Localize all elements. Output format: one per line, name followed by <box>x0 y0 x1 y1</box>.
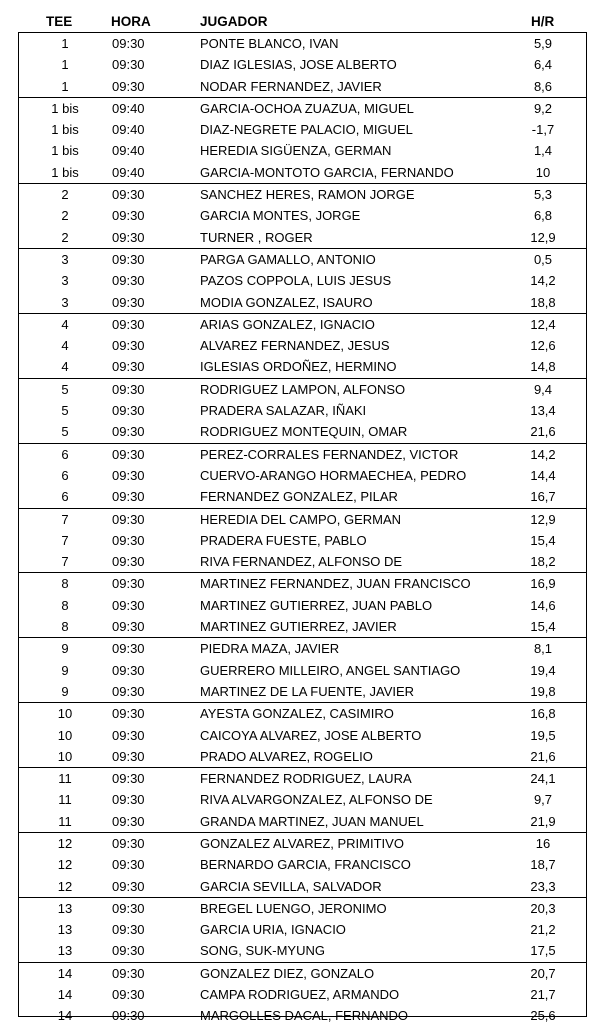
tee-group <box>19 183 586 248</box>
hr-cell: 9,4 <box>533 381 553 397</box>
jugador-cell: FERNANDEZ GONZALEZ, PILAR <box>200 489 398 505</box>
tee-group <box>19 443 586 508</box>
table-row <box>19 465 586 486</box>
tee-group <box>19 572 586 637</box>
table-row <box>19 76 586 97</box>
hora-cell: 09:30 <box>112 835 145 851</box>
tee-group <box>19 702 586 767</box>
hr-cell: 12,4 <box>530 316 556 332</box>
tee-group <box>19 767 586 832</box>
jugador-cell: PRADERA FUESTE, PABLO <box>200 532 367 548</box>
hr-cell: 8,6 <box>533 78 553 94</box>
hr-cell: 9,7 <box>533 792 553 808</box>
tee-cell: 2 <box>61 229 69 245</box>
jugador-cell: GONZALEZ ALVAREZ, PRIMITIVO <box>200 835 404 851</box>
hr-cell: 18,2 <box>530 554 556 570</box>
hora-cell: 09:30 <box>112 403 145 419</box>
hora-cell: 09:30 <box>112 576 145 592</box>
tee-cell: 9 <box>61 662 69 678</box>
hora-cell: 09:30 <box>112 619 145 635</box>
tee-cell: 10 <box>57 727 73 743</box>
tee-cell: 9 <box>61 683 69 699</box>
hr-cell: 16,7 <box>530 489 556 505</box>
hr-cell: 14,8 <box>530 359 556 375</box>
hr-cell: 17,5 <box>530 943 556 959</box>
tee-cell: 1 bis <box>51 100 79 116</box>
jugador-cell: PEREZ-CORRALES FERNANDEZ, VICTOR <box>200 446 459 462</box>
table-row <box>19 184 586 205</box>
hora-cell: 09:30 <box>112 813 145 829</box>
hora-cell: 09:30 <box>112 467 145 483</box>
tee-cell: 8 <box>61 619 69 635</box>
hr-cell: 12,9 <box>530 511 556 527</box>
hora-cell: 09:30 <box>112 727 145 743</box>
jugador-cell: PONTE BLANCO, IVAN <box>200 36 339 51</box>
hora-cell: 09:30 <box>112 338 145 354</box>
hr-cell: 25,6 <box>530 1008 556 1024</box>
jugador-cell: MARTINEZ GUTIERREZ, JAVIER <box>200 619 397 635</box>
table-row <box>19 833 586 854</box>
jugador-cell: GARCIA URIA, IGNACIO <box>200 922 346 938</box>
hr-cell: 20,7 <box>530 965 556 981</box>
hr-cell: 18,7 <box>530 857 556 873</box>
table-row <box>19 270 586 291</box>
table-row <box>19 486 586 507</box>
hr-cell: 8,1 <box>533 641 553 657</box>
jugador-cell: ALVAREZ FERNANDEZ, JESUS <box>200 338 390 354</box>
jugador-cell: TURNER , ROGER <box>200 229 313 245</box>
table-row <box>19 162 586 183</box>
jugador-cell: GUERRERO MILLEIRO, ANGEL SANTIAGO <box>200 662 461 678</box>
tee-group <box>19 248 586 313</box>
hora-cell: 09:30 <box>112 532 145 548</box>
hr-cell: -1,7 <box>531 122 555 138</box>
hora-cell: 09:40 <box>112 122 145 138</box>
tee-cell: 5 <box>61 424 69 440</box>
hora-cell: 09:30 <box>112 748 145 764</box>
tee-cell: 8 <box>61 597 69 613</box>
hora-cell: 09:30 <box>112 683 145 699</box>
jugador-cell: GRANDA MARTINEZ, JUAN MANUEL <box>200 813 424 829</box>
hora-cell: 09:30 <box>112 922 145 938</box>
hora-cell: 09:30 <box>112 597 145 613</box>
table-row <box>19 789 586 810</box>
hora-cell: 09:30 <box>112 424 145 440</box>
jugador-cell: GONZALEZ DIEZ, GONZALO <box>200 965 375 981</box>
hr-cell: 21,6 <box>530 748 556 764</box>
table-row <box>19 1005 586 1026</box>
hora-cell: 09:30 <box>112 208 145 224</box>
tee-cell: 14 <box>57 987 73 1003</box>
tee-group <box>19 508 586 573</box>
table-row <box>19 379 586 400</box>
table-row <box>19 940 586 961</box>
header-jugador: JUGADOR <box>200 14 268 29</box>
tee-group <box>19 97 586 183</box>
hora-cell: 09:30 <box>112 489 145 505</box>
hr-cell: 14,2 <box>530 446 556 462</box>
hr-cell: 24,1 <box>530 771 556 787</box>
jugador-cell: MARTINEZ FERNANDEZ, JUAN FRANCISCO <box>200 576 471 592</box>
jugador-cell: BREGEL LUENGO, JERONIMO <box>200 900 387 916</box>
tee-cell: 13 <box>57 900 73 916</box>
hr-cell: 21,9 <box>530 813 556 829</box>
hr-cell: 19,5 <box>530 727 556 743</box>
hora-cell: 09:30 <box>112 446 145 462</box>
hr-cell: 21,6 <box>530 424 556 440</box>
table-row <box>19 421 586 442</box>
hora-cell: 09:30 <box>112 662 145 678</box>
jugador-cell: CUERVO-ARANGO HORMAECHEA, PEDRO <box>200 467 467 483</box>
table-row <box>19 573 586 594</box>
tee-cell: 2 <box>61 208 69 224</box>
jugador-cell: PRADO ALVAREZ, ROGELIO <box>200 748 373 764</box>
tee-cell: 10 <box>57 748 73 764</box>
table-row <box>19 616 586 637</box>
hora-cell: 09:30 <box>112 987 145 1003</box>
hora-cell: 09:30 <box>112 965 145 981</box>
table-row <box>19 746 586 767</box>
tee-times-table <box>18 32 587 1024</box>
jugador-cell: RODRIGUEZ MONTEQUIN, OMAR <box>200 424 408 440</box>
hr-cell: 5,9 <box>533 36 553 51</box>
hr-cell: 12,6 <box>530 338 556 354</box>
table-row <box>19 205 586 226</box>
table-row <box>19 551 586 572</box>
table-row <box>19 400 586 421</box>
table-row <box>19 33 586 54</box>
hora-cell: 09:30 <box>112 251 145 267</box>
tee-group <box>19 378 586 443</box>
tee-cell: 4 <box>61 359 69 375</box>
hora-cell: 09:30 <box>112 554 145 570</box>
jugador-cell: HEREDIA SIGÜENZA, GERMAN <box>200 143 392 159</box>
tee-cell: 14 <box>57 965 73 981</box>
tee-cell: 11 <box>58 792 72 808</box>
tee-cell: 3 <box>61 294 69 310</box>
tee-group <box>19 962 586 1027</box>
table-row <box>19 963 586 984</box>
hr-cell: 14,6 <box>530 597 556 613</box>
tee-cell: 1 bis <box>51 122 79 138</box>
tee-cell: 9 <box>61 641 69 657</box>
jugador-cell: NODAR FERNANDEZ, JAVIER <box>200 78 382 94</box>
tee-cell: 12 <box>57 835 73 851</box>
tee-cell: 7 <box>61 532 69 548</box>
hr-cell: 23,3 <box>530 878 556 894</box>
tee-cell: 12 <box>57 857 73 873</box>
table-row <box>19 140 586 161</box>
table-row <box>19 595 586 616</box>
jugador-cell: MODIA GONZALEZ, ISAURO <box>200 294 373 310</box>
tee-cell: 1 <box>61 57 69 73</box>
jugador-cell: AYESTA GONZALEZ, CASIMIRO <box>200 706 394 722</box>
hr-cell: 21,2 <box>530 922 556 938</box>
table-row <box>19 703 586 724</box>
hora-cell: 09:30 <box>112 78 145 94</box>
table-row <box>19 509 586 530</box>
jugador-cell: MARTINEZ DE LA FUENTE, JAVIER <box>200 683 415 699</box>
tee-cell: 8 <box>61 576 69 592</box>
tee-cell: 2 <box>61 187 69 203</box>
hr-cell: 0,5 <box>533 251 553 267</box>
table-row <box>19 854 586 875</box>
hora-cell: 09:40 <box>112 164 145 180</box>
tee-cell: 11 <box>58 771 72 787</box>
hora-cell: 09:30 <box>112 294 145 310</box>
hr-cell: 19,4 <box>530 662 556 678</box>
hr-cell: 1,4 <box>533 143 553 159</box>
tee-group <box>19 313 586 378</box>
table-row <box>19 681 586 702</box>
hr-cell: 16,8 <box>530 706 556 722</box>
table-row <box>19 768 586 789</box>
hora-cell: 09:30 <box>112 511 145 527</box>
hora-cell: 09:30 <box>112 273 145 289</box>
hr-cell: 10 <box>535 164 551 180</box>
jugador-cell: RIVA FERNANDEZ, ALFONSO DE <box>200 554 403 570</box>
tee-cell: 5 <box>61 403 69 419</box>
table-row <box>19 725 586 746</box>
jugador-cell: GARCIA-MONTOTO GARCIA, FERNANDO <box>200 164 454 180</box>
hr-cell: 9,2 <box>533 100 553 116</box>
jugador-cell: BERNARDO GARCIA, FRANCISCO <box>200 857 411 873</box>
tee-cell: 5 <box>61 381 69 397</box>
jugador-cell: RODRIGUEZ LAMPON, ALFONSO <box>200 381 406 397</box>
hora-cell: 09:30 <box>112 187 145 203</box>
jugador-cell: ARIAS GONZALEZ, IGNACIO <box>200 316 375 332</box>
tee-cell: 6 <box>61 489 69 505</box>
jugador-cell: RIVA ALVARGONZALEZ, ALFONSO DE <box>200 792 433 808</box>
table-row <box>19 919 586 940</box>
hora-cell: 09:30 <box>112 57 145 73</box>
header-hora: HORA <box>111 14 151 29</box>
jugador-cell: FERNANDEZ RODRIGUEZ, LAURA <box>200 771 412 787</box>
table-row <box>19 530 586 551</box>
jugador-cell: PAZOS COPPOLA, LUIS JESUS <box>200 273 392 289</box>
hr-cell: 20,3 <box>530 900 556 916</box>
table-row <box>19 984 586 1005</box>
hora-cell: 09:30 <box>112 792 145 808</box>
hr-cell: 18,8 <box>530 294 556 310</box>
table-row <box>19 227 586 248</box>
table-row <box>19 898 586 919</box>
tee-cell: 4 <box>61 338 69 354</box>
jugador-cell: PIEDRA MAZA, JAVIER <box>200 641 340 657</box>
hora-cell: 09:30 <box>112 381 145 397</box>
hr-cell: 16 <box>535 835 551 851</box>
tee-cell: 6 <box>61 467 69 483</box>
tee-group <box>19 33 586 97</box>
hora-cell: 09:30 <box>112 641 145 657</box>
hora-cell: 09:30 <box>112 706 145 722</box>
hora-cell: 09:30 <box>112 878 145 894</box>
jugador-cell: DIAZ-NEGRETE PALACIO, MIGUEL <box>200 122 413 138</box>
hr-cell: 15,4 <box>530 532 556 548</box>
hr-cell: 21,7 <box>530 987 556 1003</box>
hora-cell: 09:30 <box>112 943 145 959</box>
table-row <box>19 249 586 270</box>
tee-group <box>19 832 586 897</box>
jugador-cell: DIAZ IGLESIAS, JOSE ALBERTO <box>200 57 397 73</box>
table-row <box>19 638 586 659</box>
jugador-cell: GARCIA-OCHOA ZUAZUA, MIGUEL <box>200 100 414 116</box>
tee-cell: 12 <box>57 878 73 894</box>
table-row <box>19 119 586 140</box>
tee-cell: 13 <box>57 943 73 959</box>
tee-cell: 4 <box>61 316 69 332</box>
tee-cell: 14 <box>57 1008 73 1024</box>
table-row <box>19 314 586 335</box>
hr-cell: 14,2 <box>530 273 556 289</box>
hr-cell: 5,3 <box>533 187 553 203</box>
tee-cell: 6 <box>61 446 69 462</box>
hora-cell: 09:30 <box>112 229 145 245</box>
hr-cell: 15,4 <box>530 619 556 635</box>
tee-cell: 7 <box>61 554 69 570</box>
table-row <box>19 98 586 119</box>
table-header <box>0 12 605 32</box>
hora-cell: 09:40 <box>112 143 145 159</box>
jugador-cell: PARGA GAMALLO, ANTONIO <box>200 251 376 267</box>
hora-cell: 09:30 <box>112 359 145 375</box>
hora-cell: 09:30 <box>112 316 145 332</box>
tee-group <box>19 897 586 962</box>
table-row <box>19 811 586 832</box>
jugador-cell: MARGOLLES DACAL, FERNANDO <box>200 1008 409 1024</box>
tee-cell: 3 <box>61 273 69 289</box>
table-row <box>19 54 586 75</box>
jugador-cell: MARTINEZ GUTIERREZ, JUAN PABLO <box>200 597 433 613</box>
jugador-cell: CAICOYA ALVAREZ, JOSE ALBERTO <box>200 727 422 743</box>
jugador-cell: GARCIA SEVILLA, SALVADOR <box>200 878 382 894</box>
hora-cell: 09:30 <box>112 857 145 873</box>
hr-cell: 14,4 <box>530 467 556 483</box>
hr-cell: 13,4 <box>530 403 556 419</box>
table-row <box>19 292 586 313</box>
hr-cell: 19,8 <box>530 683 556 699</box>
table-row <box>19 335 586 356</box>
tee-cell: 1 bis <box>51 164 79 180</box>
hora-cell: 09:40 <box>112 100 145 116</box>
tee-cell: 11 <box>58 813 72 829</box>
table-row <box>19 444 586 465</box>
hora-cell: 09:30 <box>112 1008 145 1024</box>
hr-cell: 16,9 <box>530 576 556 592</box>
jugador-cell: GARCIA MONTES, JORGE <box>200 208 361 224</box>
jugador-cell: IGLESIAS ORDOÑEZ, HERMINO <box>200 359 397 375</box>
tee-cell: 3 <box>61 251 69 267</box>
hora-cell: 09:30 <box>112 771 145 787</box>
tee-cell: 10 <box>57 706 73 722</box>
table-row <box>19 356 586 377</box>
tee-cell: 13 <box>57 922 73 938</box>
tee-cell: 1 <box>61 36 69 51</box>
hora-cell: 09:30 <box>112 36 145 51</box>
hr-cell: 6,8 <box>533 208 553 224</box>
table-row <box>19 876 586 897</box>
jugador-cell: PRADERA SALAZAR, IÑAKI <box>200 403 367 419</box>
table-row <box>19 660 586 681</box>
jugador-cell: CAMPA RODRIGUEZ, ARMANDO <box>200 987 400 1003</box>
header-tee: TEE <box>46 14 73 29</box>
jugador-cell: SONG, SUK-MYUNG <box>200 943 325 959</box>
tee-cell: 1 bis <box>51 143 79 159</box>
hora-cell: 09:30 <box>112 900 145 916</box>
tee-cell: 7 <box>61 511 69 527</box>
tee-cell: 1 <box>61 78 69 94</box>
hr-cell: 6,4 <box>533 57 553 73</box>
jugador-cell: HEREDIA DEL CAMPO, GERMAN <box>200 511 402 527</box>
jugador-cell: SANCHEZ HERES, RAMON JORGE <box>200 187 415 203</box>
tee-group <box>19 637 586 702</box>
header-hr: H/R <box>531 14 555 29</box>
hr-cell: 12,9 <box>530 229 556 245</box>
